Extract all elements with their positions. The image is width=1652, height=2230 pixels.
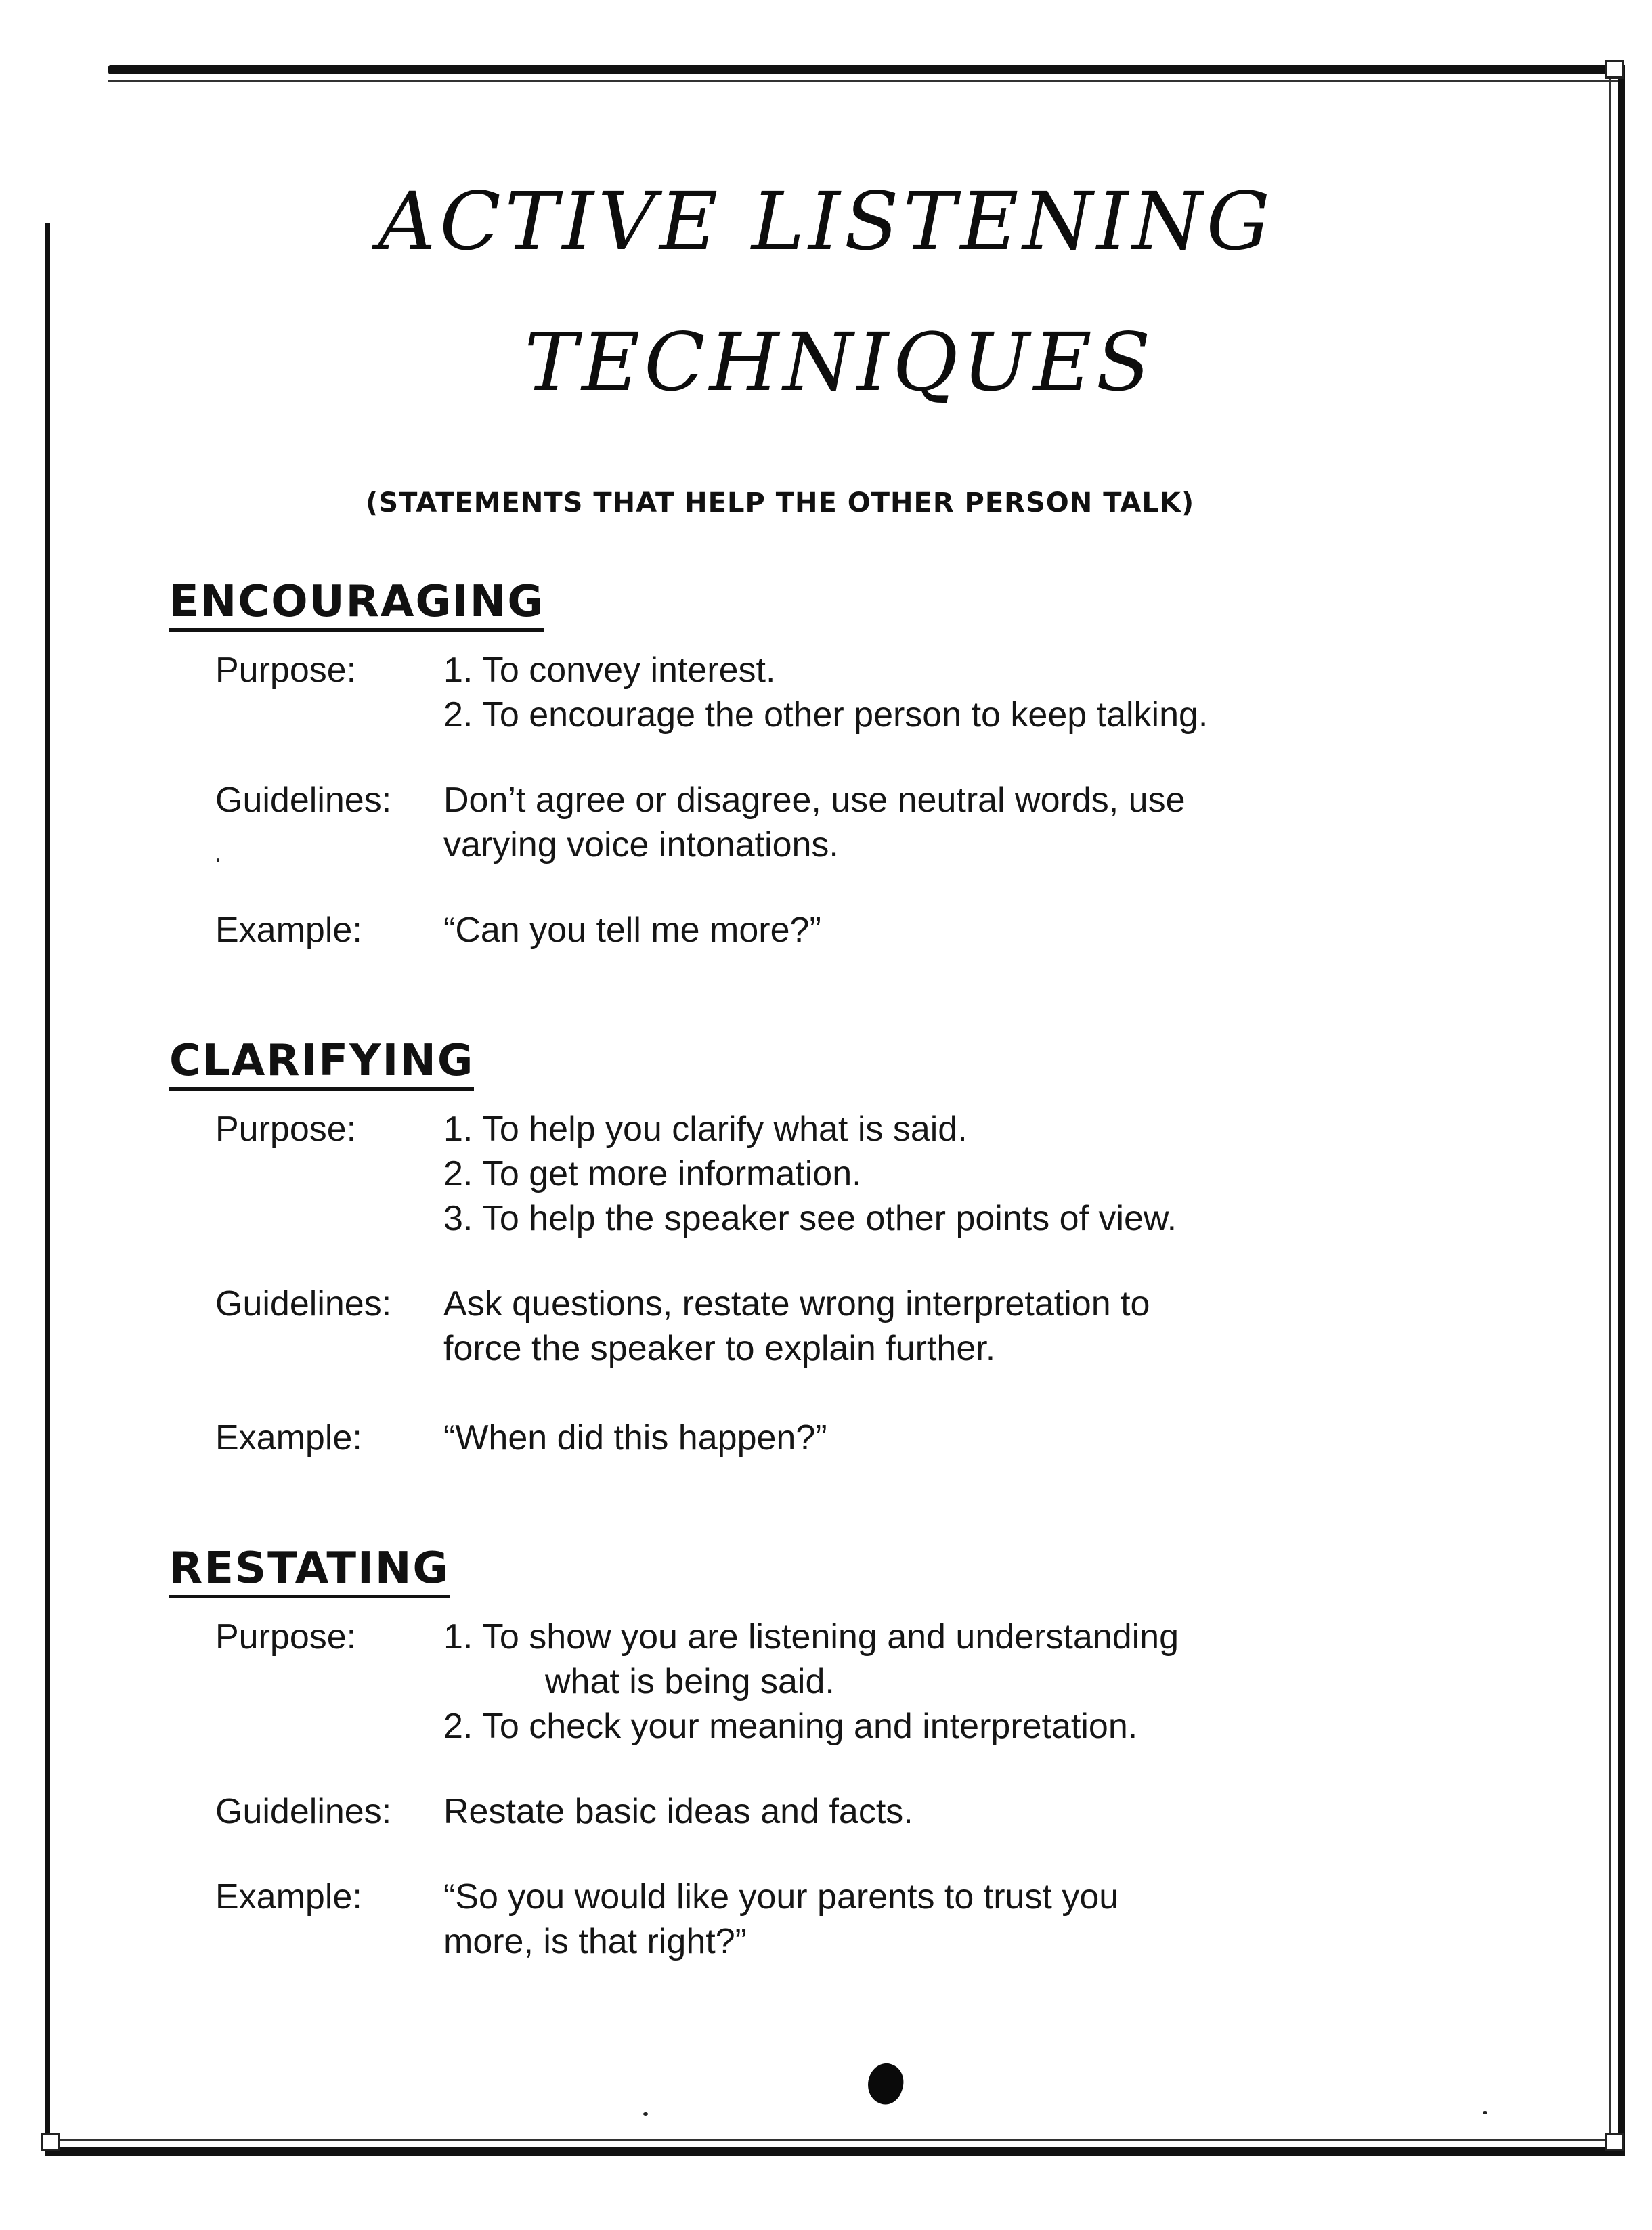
frame-corner-top-right [1605, 60, 1624, 79]
frame-corner-bottom-left [41, 2133, 60, 2151]
frame-bottom-inner-line [46, 2139, 1622, 2141]
example-line: more, is that right?” [443, 1922, 747, 1961]
purpose-item: 1. To help you clarify what is said. [443, 1110, 968, 1149]
purpose-item: 2. To check your meaning and interpretation. [443, 1707, 1138, 1746]
ink-blot [862, 2059, 909, 2109]
guidelines-row [169, 1789, 1523, 1834]
guidelines-line: Ask questions, restate wrong interpretation to [443, 1284, 1150, 1324]
example-row [169, 1416, 1523, 1460]
guidelines-text [443, 1282, 1523, 1371]
section-heading: RESTATING [169, 1544, 450, 1598]
page-subtitle: (STATEMENTS THAT HELP THE OTHER PERSON TALK) [366, 487, 1195, 519]
section-heading: CLARIFYING [169, 1036, 474, 1091]
purpose-list [443, 648, 1523, 737]
guidelines-line: force the speaker to explain further. [443, 1329, 996, 1368]
example-label: Example: [215, 911, 362, 950]
purpose-list [443, 1107, 1523, 1241]
frame-top-inner-line [108, 80, 1622, 82]
frame-top-border [108, 65, 1622, 74]
purpose-row [169, 648, 1523, 737]
page-title-line-2: TECHNIQUES [524, 315, 1155, 409]
purpose-row [169, 1615, 1523, 1749]
purpose-list [443, 1615, 1523, 1749]
section-restating [169, 1544, 1523, 1964]
purpose-label: Purpose: [215, 651, 357, 690]
guidelines-label: Guidelines: [215, 781, 392, 820]
example-text [443, 1416, 1523, 1460]
example-line: “So you would like your parents to trust you [443, 1877, 1119, 1917]
guidelines-line: Restate basic ideas and facts. [443, 1792, 913, 1831]
purpose-item: 2. To encourage the other person to keep talking. [443, 695, 1209, 735]
purpose-label: Purpose: [215, 1110, 357, 1149]
guidelines-text [443, 778, 1523, 867]
frame-bottom-border [46, 2147, 1622, 2156]
guidelines-label: Guidelines: [215, 1284, 392, 1324]
purpose-item: 1. To show you are listening and understanding [443, 1617, 1179, 1657]
page-title-line-1: ACTIVE LISTENING [378, 175, 1274, 268]
example-row [169, 908, 1523, 953]
section-encouraging [169, 577, 1523, 953]
purpose-item: 3. To help the speaker see other points of view. [443, 1199, 1177, 1238]
purpose-item: 1. To convey interest. [443, 651, 776, 690]
guidelines-row [169, 1282, 1523, 1371]
example-label: Example: [215, 1877, 362, 1917]
guidelines-line: varying voice intonations. [443, 825, 839, 865]
frame-corner-bottom-right [1605, 2133, 1624, 2151]
guidelines-label: Guidelines: [215, 1792, 392, 1831]
example-row [169, 1875, 1523, 1964]
example-text [443, 908, 1523, 953]
purpose-item: 2. To get more information. [443, 1154, 862, 1194]
section-heading: ENCOURAGING [169, 577, 544, 632]
scan-speck [1483, 2111, 1487, 2114]
guidelines-text [443, 1789, 1523, 1834]
guidelines-row [169, 778, 1523, 867]
purpose-row [169, 1107, 1523, 1241]
purpose-label: Purpose: [215, 1617, 357, 1657]
example-text [443, 1875, 1523, 1964]
example-line: “Can you tell me more?” [443, 911, 821, 950]
scan-speck [217, 858, 219, 862]
purpose-item-continued: what is being said. [545, 1662, 835, 1701]
section-clarifying [169, 1036, 1523, 1460]
scan-speck [643, 2112, 648, 2116]
frame-left-border [45, 223, 50, 2156]
example-line: “When did this happen?” [443, 1418, 827, 1458]
guidelines-line: Don’t agree or disagree, use neutral words, use [443, 781, 1186, 820]
example-label: Example: [215, 1418, 362, 1458]
